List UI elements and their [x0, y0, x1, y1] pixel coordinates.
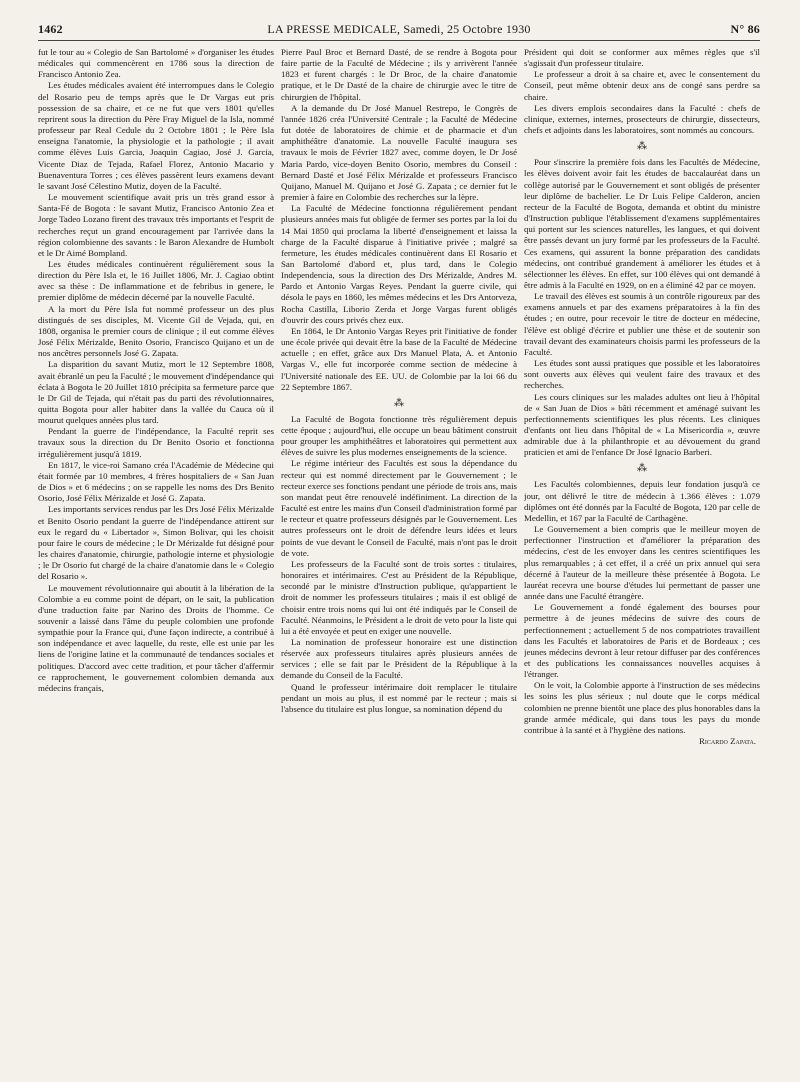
text-column-1 [38, 47, 274, 1057]
paragraph: Les divers emplois secondaires dans la Faculté : chefs de clinique, externes, internes, prosecteurs de chirurgie, dissecteurs, chefs et adjoints dans les laboratoires, sont nommés au concours. [524, 102, 760, 136]
issue-number: N° 86 [730, 22, 760, 36]
paragraph: Les études médicales avaient été interrompues dans le Colegio del Rosario peu de temps après que le Dr Vargas eut pris possession de sa chaire, et ce ne fut que vers 1801 qu'elles reprirent sous la direction du Père Fray Miguel de la Isla, nommé professeur par Real Cedule du 2 Octobre 1801 ; le Père Isla enseigna l'anatomie, la physiologie et la pathologie ; il avait comme élèves Luis Garcia, Joaquin Cagiao, José J. Garcia, Vicente Diaz de Tejada, Rafael Florez, Antonio Macario y Buenaventura Torres ; ces élèves passèrent leurs examens devant le savant José Célestino Mutiz, doyen de la Faculté. [38, 80, 274, 191]
paragraph: La disparition du savant Mutiz, mort le 12 Septembre 1808, avait ébranlé un peu la Faculté ; le mouvement d'indépendance qui éclata à Bogota le 20 Juillet 1810 précipita sa fermeture parce que le Dr Gil de Tejada, qui n'était pas du parti des révolutionnaires, quitta Bogota pour aller habiter dans la vallée du Cauca où il mourut quelques années plus tard. [38, 359, 274, 426]
paragraph: fut le tour au « Colegio de San Bartolomé » d'organiser les études médicales qui commencèrent en 1786 sous la direction de Francisco Antonio Zea. [38, 47, 274, 80]
paragraph: La nomination de professeur honoraire est une distinction réservée aux professeurs titulaires après plusieurs années de services ; elle se fait par le Président de la République à la demande du Conseil de la Faculté. [281, 636, 517, 681]
article-body [38, 47, 760, 1057]
running-header [38, 14, 760, 38]
paragraph: A la mort du Père Isla fut nommé professeur un des plus distingués de ses disciples, M. Vicente Gil de Vejada, qui, en 1808, organisa le premier cours de clinique ; il eut comme élèves José Félix Mérizalde, Benito Osorio, Francisco Quijano et un de nos ancêtres personnels José G. Zapata. [38, 303, 274, 359]
author-signature: Ricardo Zapata. [698, 736, 756, 747]
paragraph: Le mouvement scientifique avait pris un très grand essor à Santa-Fé de Bogota : le savant Mutiz, Francisco Antonio Zea et Jorge Tadeo Lozano firent des travaux très importants et l'esprit de recherches reçut un grand encouragement par l'arrivée dans la région colombienne des savants : le Baron Alexandre de Humbolt et le Dr Aimé Bompland. [38, 192, 274, 258]
paragraph: Le mouvement révolutionnaire qui aboutit à la libération de la Colombie a eu comme point de départ, on le sait, la publication d'une traduction faite par Narino des Droits de l'homme. Ce souvenir a laissé dans l'âme du peuple colombien une profonde sympathie pour la France qui, d'une façon indirecte, a contribué à son indépendance et avec laquelle, du reste, elle est unie par les liens de l'origine latine et la communauté de tendances sociales et politiques. D'accord avec cette tradition, et pour tâcher d'affermir ce rapprochement, le gouvernement colombien demanda aux médecins français, [38, 582, 274, 693]
paragraph: En 1864, le Dr Antonio Vargas Reyes prit l'initiative de fonder une école privée qui devait être la base de la Faculté de Médecine actuelle ; en effet, grâce aux Drs Manuel Plata, A. et Antonio Vargas V., elle fut incorporée comme section de médecine à l'Université nationale des EE. UU. de Colombie par la loi 66 du 22 Septembre 1867. [281, 325, 517, 392]
paragraph: Le Gouvernement a fondé également des bourses pour permettre à de jeunes médecins de suivre des cours de perfectionnement ; actuellement 5 de nos compatriotes travaillent dans les Facultés et laboratoires de Paris et de Bordeaux ; ces jeunes médecins devront à leur retour diffuser par des conférences et des publications les connaissances nouvelles acquises à l'étranger. [524, 602, 760, 680]
paragraph: A la demande du Dr José Manuel Restrepo, le Congrès de l'année 1826 créa l'Université Centrale ; la Faculté de Médecine fut dotée de laboratoires de chimie et de pharmacie et d'un amphithéâtre d'anatomie. La nouvelle Faculté inaugura ses travaux le mois de Février 1827 avec, comme doyen, le Dr José Maria Pardo, vice-doyen Benito Osorio, membres du Conseil : Bernard Dasté et José Félix Mérizalde et professeurs Francisco Quijano, Manuel M. Quijano et José G. Zapata ; ce dernier fut le premier à faire en Colombie des recherches sur la lèpre. [281, 102, 517, 203]
paragraph: Les études sont aussi pratiques que possible et les laboratoires sont ouverts aux élèves qui veulent faire des travaux et des recherches. [524, 358, 760, 391]
paragraph: Les professeurs de la Faculté sont de trois sortes : titulaires, honoraires et intérimaires. C'est au Président de la République, secondé par le ministre d'Instruction publique, qu'appartient le droit de nommer les professeurs titulaires ; mais il est obligé de choisir entre trois noms qui lui ont été indiqués par le Conseil de Faculté. Néanmoins, le Président a le droit de veto pour la liste qui lui a été envoyée et peut en exiger une nouvelle. [281, 558, 517, 636]
paragraph: Pierre Paul Broc et Bernard Dasté, de se rendre à Bogota pour faire partie de la Faculté de Médecine ; ils y arrivèrent l'année 1823 et furent chargés : le Dr Broc, de la chaire d'anatomie pratique, et le Dr Dasté de la chaire de chirurgie avec le titre de chirurgien de l'hôpital. [281, 47, 517, 102]
page-number: 1462 [38, 22, 63, 36]
paragraph: En 1817, le vice-roi Samano créa l'Académie de Médecine qui était formée par 10 membres, 4 frères hospitaliers de « San Juan de Dios » et 6 médecins ; on se rappelle les noms des Drs Benito Osorio, José Félix Mérizalde et José G. Zapata. [38, 459, 274, 504]
paragraph: Les cours cliniques sur les malades adultes ont lieu à l'hôpital de « San Juan de Dios » bâti récemment et aménagé suivant les perfectionnements scientifiques les plus récents. Les cliniques d'enfants ont lieu dans l'hôpital de « La Misericordia », œuvre admirable due à la philanthropie et au dévouement du grand praticien et ami de l'enfance Dr José Ignacio Barberi. [524, 391, 760, 458]
paragraph: La Faculté de Bogota fonctionne très régulièrement depuis cette époque ; aujourd'hui, elle occupe un beau bâtiment construit pour grouper les amphithéâtres et laboratoires qui permettent aux élèves de suivre les plus modernes enseignements de la science. [281, 413, 517, 458]
header-rule [38, 40, 760, 41]
section-separator: ⁂ [637, 141, 647, 153]
paragraph: Pour s'inscrire la première fois dans les Facultés de Médecine, les élèves doivent avoir fait les études de baccalauréat dans un collège autorisé par le Gouvernement et sont obligés de présenter leur diplôme de bachelier. Le Dr Luis Felipe Calderon, ancien recteur de la Faculté de Bogota, demanda et obtint du ministre d'Instruction publique l'établissement d'examens supplémentaires qui portent sur les sciences naturelles, les langues, et qui doivent être passés devant un jury formé par les professeurs de la Faculté. Ces examens, qui assurent la bonne préparation des candidats médecins, ont contribué grandement à améliorer les études et à sélectionner les élèves. En effet, sur 100 élèves qui ont demandé à être admis à la Faculté en 1929, on en a éliminé 42 par ce moyen. [524, 157, 760, 290]
paragraph: Les Facultés colombiennes, depuis leur fondation jusqu'à ce jour, ont délivré le titre de médecin à 1.366 élèves : 1.079 diplômes ont été donnés par la Faculté de Bogota, 120 par celle de Medellin, et 167 par la Faculté de Carthagène. [524, 479, 760, 523]
paragraph: Le régime intérieur des Facultés est sous la dépendance du recteur qui est nommé directement par le Gouvernement ; le recteur exerce ses fonctions pendant une période de trois ans, mais son mandat peut être renouvelé indéfiniment. La direction de la Faculté est entre les mains d'un Conseil d'administration formé par le recteur et quatre professeurs désignés par le Gouvernement. Les autres professeurs ont le droit de défendre leurs idées et leurs points de vue devant le Conseil de Faculté, mais n'ont pas le droit de vote. [281, 458, 517, 558]
section-separator: ⁂ [637, 463, 647, 475]
journal-page [38, 14, 760, 1064]
paragraph: Les importants services rendus par les Drs José Félix Mérizalde et Benito Osorio pendant la guerre de l'indépendance attirent sur eux le regard du « Libertador », Simon Bolivar, qui les choisit pour faire le cours de médecine ; le Dr Mérizalde fut désigné pour les chaires d'anatomie, chirurgie, pathologie interne et physiologie ; le Dr Osorio fut chargé de la chaire d'anatomie dans le « Colegio del Rosario ». [38, 504, 274, 582]
text-column-3 [524, 47, 760, 1057]
paragraph: Président qui doit se conformer aux mêmes règles que s'il s'agissait d'un professeur titulaire. [524, 47, 760, 69]
paragraph: Le professeur a droit à sa chaire et, avec le consentement du Conseil, peut même obtenir deux ans de congé sans perdre sa chaire. [524, 69, 760, 102]
section-separator: ⁂ [394, 397, 404, 409]
paragraph: La Faculté de Médecine fonctionna régulièrement pendant plusieurs années mais fut obligée de fermer ses portes par la loi du 14 Mai 1850 qui proclama la liberté d'enseignement et laissa la charge de la Faculté disparue à l'initiative privée ; malgré sa fermeture, les études médicales continuèrent dans El Rosario et San Bartolomé d'abord et, plus tard, dans le Colegio Independencia, sous la direction des Drs Mérizalde, Andres M. Pardo et Antonio Vargas Reyes. Pendant la guerre civile, qui désola le pays en 1860, les mêmes médecins et les Drs Antorveza, Rocha Castilla, Liborio Zerda et Jorge Vargas furent obligés d'ouvrir des cours privés chez eux. [281, 203, 517, 325]
paragraph: Le Gouvernement a bien compris que le meilleur moyen de perfectionner l'instruction et d'améliorer la préparation des médecins, c'est de les envoyer dans les centres scientifiques les plus remarquables ; à cet effet, il a créé un prix annuel qui sera décerné à l'auteur de la meilleure thèse présentée à Bogota. Le lauréat recevra une bourse d'études lui permettant de passer une année dans une Faculté étrangère. [524, 524, 760, 602]
text-column-2 [281, 47, 517, 1057]
paragraph: On le voit, la Colombie apporte à l'instruction de ses médecins les soins les plus sérieux ; nul doute que le corps médical colombien ne prenne bientôt une place des plus honorables dans la grande armée médicale, qui dans tous les pays du monde contribue à la santé et à l'hygiène des nations. [524, 680, 760, 735]
paragraph: Pendant la guerre de l'indépendance, la Faculté reprit ses travaux sous la direction du Dr Benito Osorio et fonctionna irrégulièrement jusqu'à 1819. [38, 426, 274, 459]
paragraph: Quand le professeur intérimaire doit remplacer le titulaire pendant un mois au plus, il est nommé par le recteur ; mais si l'absence du titulaire est plus longue, sa nomination dépend du [281, 681, 517, 714]
paragraph: Le travail des élèves est soumis à un contrôle rigoureux par des examens annuels et par des examens préparatoires à la fin des études ; en outre, pour recevoir le titre de docteur en médecine, l'élève est obligé d'écrire et publier une thèse et de soutenir son travail devant des examinateurs choisis parmi les professeurs de la Faculté. [524, 291, 760, 357]
journal-title: LA PRESSE MEDICALE, Samedi, 25 Octobre 1930 [267, 22, 531, 36]
paragraph: Les études médicales continuèrent régulièrement sous la direction du Père Isla et, le 16 Juillet 1806, Mr. J. Cagiao obtint avec sa thèse : De inflammatione et de febribus in genere, le premier diplôme de médecin décerné par la nouvelle Faculté. [38, 258, 274, 303]
